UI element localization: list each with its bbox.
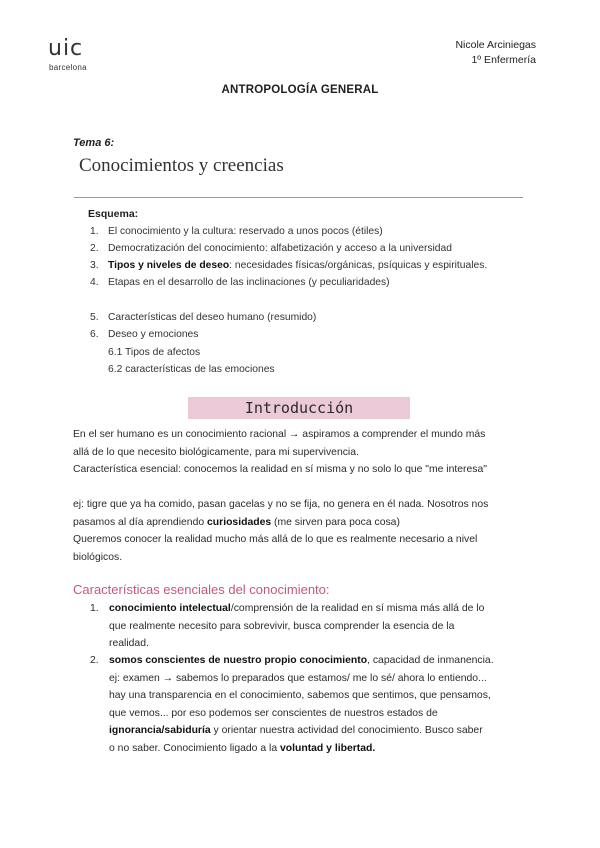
outline-subitem: 6.1 Tipos de afectos bbox=[108, 347, 201, 358]
outline-item: 3. Tipos y niveles de deseo: necesidades físicas/orgánicas, psíquicas y espirituales. bbox=[90, 260, 488, 271]
outline-subitem: 6.2 características de las emociones bbox=[108, 364, 275, 375]
outline-item: 1. El conocimiento y la cultura: reservado a unos pocos (étiles) bbox=[90, 226, 383, 237]
author-name: Nicole Arciniegas bbox=[455, 39, 536, 51]
characteristic-item-1: 1. conocimiento intelectual/comprensión de la realidad en sí misma más allá de lo que realmente necesito para sobrevivir, busca comprender la esencia de la realidad. bbox=[90, 603, 485, 649]
divider bbox=[74, 197, 523, 198]
uic-logo bbox=[48, 38, 108, 76]
intro-heading: Introducción bbox=[244, 399, 354, 417]
characteristics-heading: Características esenciales del conocimiento: bbox=[73, 582, 330, 597]
intro-heading-box bbox=[188, 397, 410, 419]
topic-title: Conocimientos y creencias bbox=[79, 155, 284, 176]
outline-item: 4. Etapas en el desarrollo de las inclinaciones (y peculiaridades) bbox=[90, 277, 390, 288]
logo-mark: uic bbox=[48, 36, 84, 61]
characteristic-item-2: 2. somos conscientes de nuestro propio conocimiento, capacidad de inmanencia. ej: examen → sabemos lo preparados que estamos/ me lo sé/ ahora lo entiendo... hay una transparencia en el conocimiento, sabemos que sentimos, que pensamos, que vemos... por eso podemos ser conscientes de nuestros estados de ignorancia/sabiduría y orientar nuestra actividad del conocimiento. Busco saber o no saber. Conocimiento ligado a la voluntad y libertad. bbox=[90, 655, 494, 754]
intro-paragraph-2: ej: tigre que ya ha comido, pasan gacelas y no se fija, no genera en él nada. Nosotros nos pasamos al día aprendiendo curiosidades (me sirven para poca cosa) Queremos conocer la realidad mucho más allá de lo que es realmente necesario a nivel biológicos. bbox=[73, 499, 489, 563]
intro-paragraph-1: En el ser humano es un conocimiento racional → aspiramos a comprender el mundo más allá de lo que necesito biológicamente, para mi supervivencia. Característica esencial: conocemos la realidad en sí misma y no solo lo que "me interesa" bbox=[73, 429, 487, 475]
logo-subtitle: barcelona bbox=[49, 63, 87, 72]
author-block bbox=[455, 38, 536, 68]
outline-title: Esquema: bbox=[88, 208, 139, 220]
outline-item: 6. Deseo y emociones bbox=[90, 329, 199, 340]
outline-item: 5. Características del deseo humano (resumido) bbox=[90, 312, 317, 323]
author-course: 1º Enfermería bbox=[471, 54, 536, 66]
topic-label: Tema 6: bbox=[73, 137, 115, 149]
document-title: ANTROPOLOGÍA GENERAL bbox=[221, 84, 379, 96]
outline-item: 2. Democratización del conocimiento: alfabetización y acceso a la universidad bbox=[90, 243, 452, 254]
